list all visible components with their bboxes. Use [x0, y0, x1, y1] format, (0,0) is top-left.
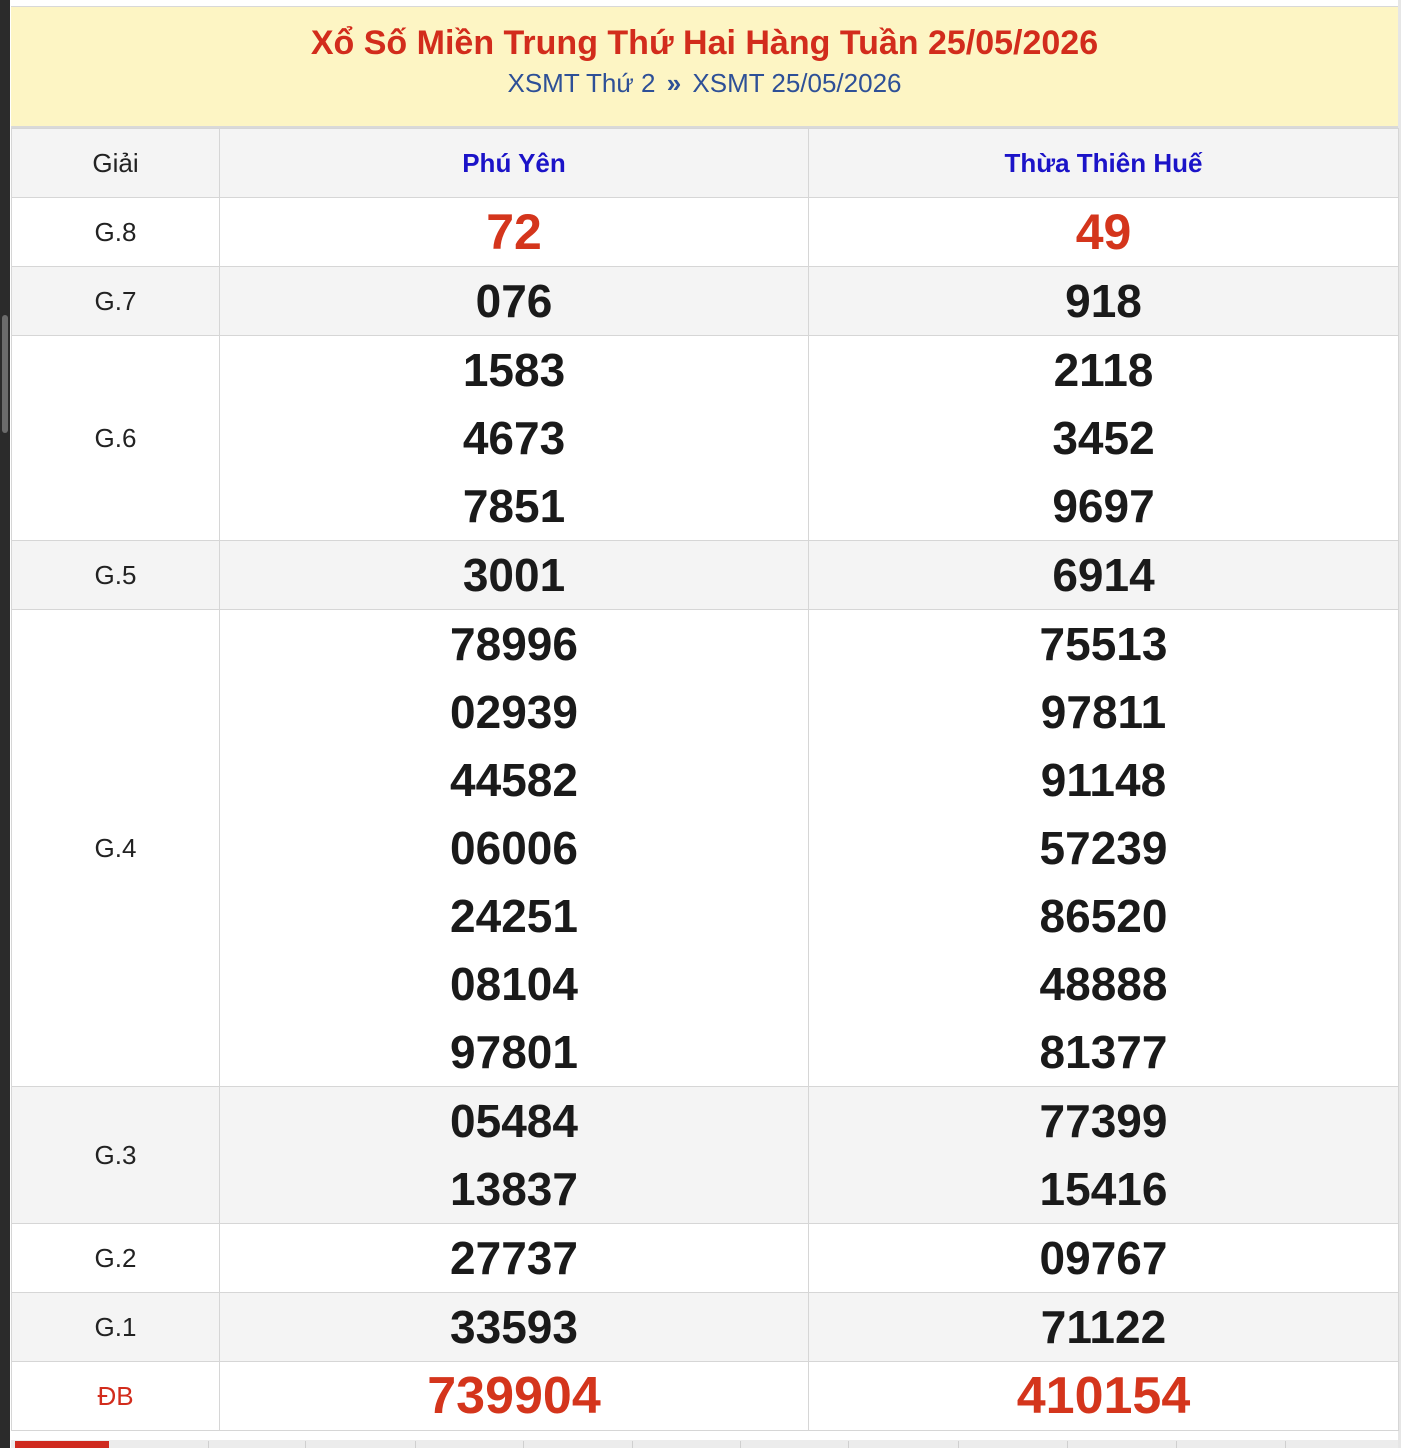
prize-cell	[809, 336, 1399, 541]
winning-number: 3452	[1052, 412, 1155, 464]
prize-cell	[220, 267, 809, 336]
results-header	[11, 7, 1398, 128]
winning-number: 81377	[1039, 1026, 1168, 1078]
prize-cell	[809, 1293, 1399, 1362]
prize-cell	[809, 610, 1399, 1087]
prize-cell	[809, 1087, 1399, 1224]
breadcrumb-link-date[interactable]: XSMT 25/05/2026	[692, 68, 902, 98]
winning-number: 410154	[1016, 1367, 1191, 1425]
prize-cell	[809, 1362, 1399, 1431]
breadcrumb	[11, 68, 1398, 98]
prize-label: ĐB	[12, 1362, 220, 1431]
table-row	[12, 1224, 1399, 1293]
prize-cell	[220, 336, 809, 541]
prize-label: G.6	[12, 336, 220, 541]
prize-label: G.1	[12, 1293, 220, 1362]
table-row	[12, 1293, 1399, 1362]
winning-number: 72	[486, 204, 542, 260]
table-row	[12, 198, 1399, 267]
window-left-edge	[0, 0, 10, 1448]
prize-label: G.5	[12, 541, 220, 610]
breadcrumb-link-weekday[interactable]: XSMT Thứ 2	[507, 68, 656, 98]
prize-label: G.3	[12, 1087, 220, 1224]
winning-number: 06006	[450, 822, 578, 874]
column-header-province	[220, 129, 809, 198]
winning-number: 57239	[1039, 822, 1168, 874]
winning-number: 97801	[450, 1026, 578, 1078]
winning-number: 2118	[1053, 344, 1154, 396]
winning-number: 08104	[450, 958, 578, 1010]
tab-divider	[305, 1441, 306, 1448]
tab-divider	[632, 1441, 633, 1448]
winning-number: 7851	[462, 480, 566, 532]
tab-divider	[523, 1441, 524, 1448]
table-row	[12, 336, 1399, 541]
winning-number: 1583	[462, 344, 566, 396]
winning-number: 77399	[1039, 1095, 1168, 1147]
prize-label: G.8	[12, 198, 220, 267]
table-row	[12, 1087, 1399, 1224]
tab-divider	[1176, 1441, 1177, 1448]
winning-number: 27737	[450, 1232, 578, 1284]
winning-number: 9697	[1052, 480, 1155, 532]
province-name[interactable]: Phú Yên	[462, 147, 566, 178]
winning-number: 918	[1065, 275, 1142, 327]
tab-strip	[11, 1440, 1398, 1448]
prize-cell	[220, 1224, 809, 1293]
table-header-row	[12, 129, 1399, 198]
table-row	[12, 541, 1399, 610]
tab-divider	[740, 1441, 741, 1448]
prize-cell	[220, 541, 809, 610]
winning-number: 48888	[1039, 958, 1168, 1010]
prize-cell	[220, 1087, 809, 1224]
winning-number: 75513	[1039, 618, 1168, 670]
winning-number: 13837	[450, 1163, 578, 1215]
winning-number: 24251	[450, 890, 578, 942]
winning-number: 78996	[450, 618, 578, 670]
prize-cell	[809, 267, 1399, 336]
prize-cell	[220, 198, 809, 267]
winning-number: 076	[475, 275, 553, 327]
winning-number: 15416	[1039, 1163, 1168, 1215]
tab-divider	[1067, 1441, 1068, 1448]
page-title: Xổ Số Miền Trung Thứ Hai Hàng Tuần 25/05/2026	[310, 24, 1099, 62]
table-row	[12, 610, 1399, 1087]
winning-number: 739904	[427, 1367, 601, 1425]
winning-number: 91148	[1040, 754, 1167, 806]
tab-divider	[415, 1441, 416, 1448]
winning-number: 33593	[450, 1301, 578, 1353]
prize-cell	[809, 541, 1399, 610]
winning-number: 71122	[1040, 1301, 1167, 1353]
results-box	[11, 6, 1398, 1441]
winning-number: 05484	[450, 1095, 578, 1147]
winning-number: 49	[1075, 204, 1132, 260]
winning-number: 02939	[450, 686, 578, 738]
tab-divider	[848, 1441, 849, 1448]
winning-number: 4673	[462, 412, 566, 464]
prize-cell	[809, 1224, 1399, 1293]
province-name[interactable]: Thừa Thiên Huế	[1004, 147, 1203, 178]
prize-label: G.7	[12, 267, 220, 336]
winning-number: 6914	[1052, 549, 1155, 601]
prize-cell	[220, 1362, 809, 1431]
column-header-province	[809, 129, 1399, 198]
prize-cell	[220, 1293, 809, 1362]
breadcrumb-separator: »	[666, 68, 682, 98]
winning-number: 86520	[1039, 890, 1168, 942]
prize-cell	[220, 610, 809, 1087]
prize-cell	[809, 198, 1399, 267]
winning-number: 09767	[1039, 1232, 1168, 1284]
prize-label: G.2	[12, 1224, 220, 1293]
tab-divider	[208, 1441, 209, 1448]
tab-divider	[1285, 1441, 1286, 1448]
prize-label: G.4	[12, 610, 220, 1087]
results-table	[11, 128, 1399, 1431]
winning-number: 3001	[462, 549, 566, 601]
winning-number: 44582	[450, 754, 578, 806]
column-header-prize: Giải	[12, 129, 220, 198]
scrollbar-handle[interactable]	[2, 315, 8, 433]
tab-divider	[958, 1441, 959, 1448]
tab-active-indicator[interactable]	[15, 1441, 109, 1448]
winning-number: 97811	[1040, 686, 1167, 738]
table-row	[12, 1362, 1399, 1431]
table-row	[12, 267, 1399, 336]
